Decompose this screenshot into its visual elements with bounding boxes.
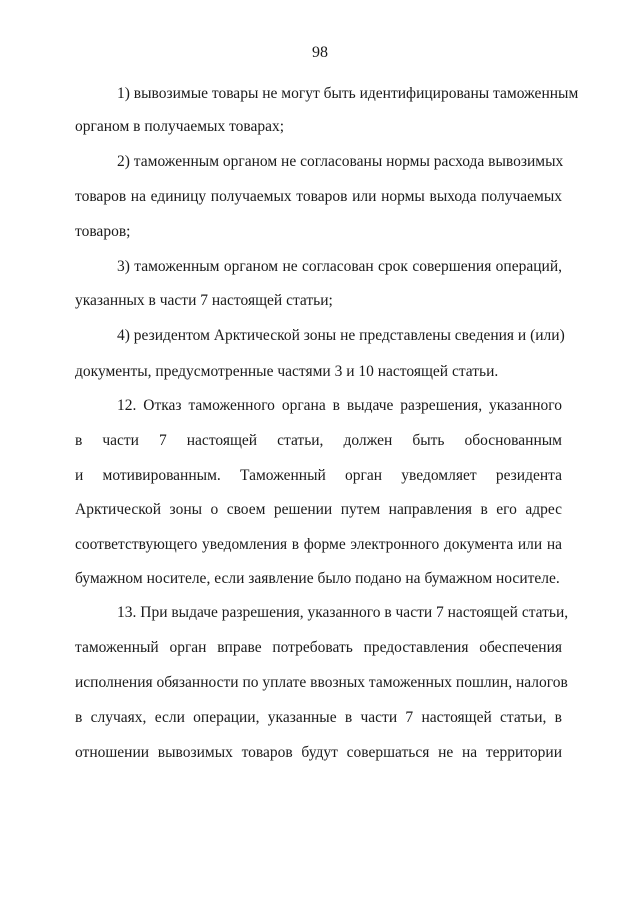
text-line: в случаях, если операции, указанные в части 7 настоящей статьи, в [75, 709, 562, 726]
text-line: и мотивированным. Таможенный орган уведомляет резидента [75, 467, 562, 484]
text-line: 4) резидентом Арктической зоны не представлены сведения и (или) [117, 327, 565, 344]
text-line: 12. Отказ таможенного органа в выдаче разрешения, указанного [117, 397, 562, 414]
text-line: документы, предусмотренные частями 3 и 10 настоящей статьи. [75, 363, 499, 380]
text-line: исполнения обязанности по уплате ввозных таможенных пошлин, налогов [75, 674, 568, 691]
text-line: таможенный орган вправе потребовать предоставления обеспечения [75, 639, 562, 656]
text-line: Арктической зоны о своем решении путем направления в его адрес [75, 501, 562, 518]
text-line: 2) таможенным органом не согласованы нормы расхода вывозимых [117, 153, 564, 170]
text-line: органом в получаемых товарах; [75, 118, 285, 135]
text-line: соответствующего уведомления в форме электронного документа или на [75, 536, 562, 553]
text-line: товаров на единицу получаемых товаров или нормы выхода получаемых [75, 188, 562, 205]
text-line: бумажном носителе, если заявление было подано на бумажном носителе. [75, 570, 560, 587]
text-line: указанных в части 7 настоящей статьи; [75, 292, 333, 309]
text-line: 13. При выдаче разрешения, указанного в части 7 настоящей статьи, [117, 604, 569, 621]
text-line: 3) таможенным органом не согласован срок совершения операций, [117, 258, 562, 275]
text-line: 1) вывозимые товары не могут быть идентифицированы таможенным [117, 85, 579, 102]
text-line: в части 7 настоящей статьи, должен быть обоснованным [75, 432, 562, 449]
text-line: отношении вывозимых товаров будут совершаться не на территории [75, 744, 562, 761]
text-line: товаров; [75, 223, 131, 240]
page-number: 98 [312, 44, 328, 61]
